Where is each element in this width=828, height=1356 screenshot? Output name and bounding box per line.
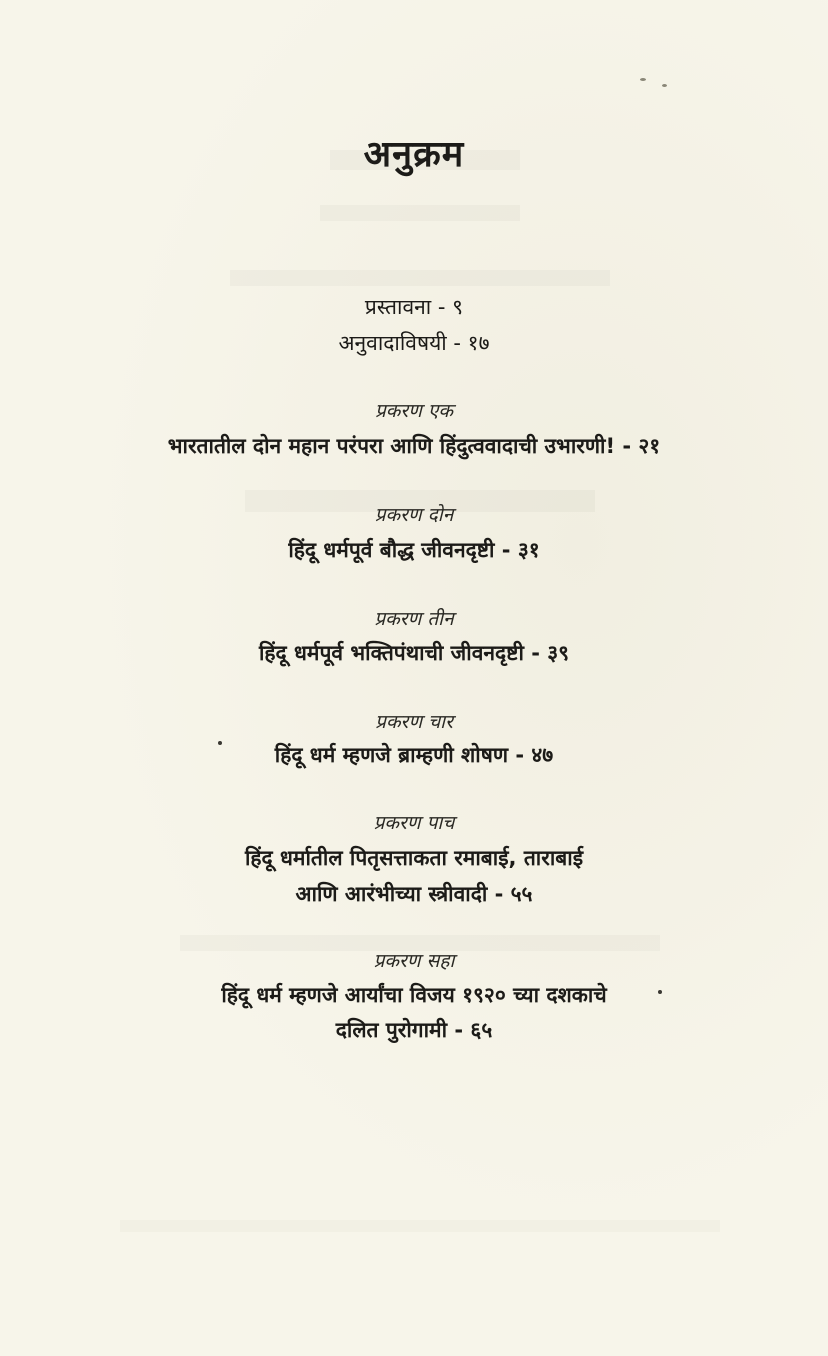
show-through-block xyxy=(230,270,610,286)
chapter-label: प्रकरण दोन xyxy=(374,504,454,526)
page-title: अनुक्रम xyxy=(363,134,465,175)
chapter-title: हिंदू धर्म म्हणजे आर्यांचा विजय १९२० च्या दशकाचे xyxy=(221,983,607,1007)
chapter-title: दलित पुरोगामी - ६५ xyxy=(335,1018,493,1042)
chapter-title: हिंदू धर्मपूर्व बौद्ध जीवनदृष्टी - ३१ xyxy=(288,538,540,562)
chapter-label: प्रकरण सहा xyxy=(373,950,455,972)
ink-speck xyxy=(662,84,667,87)
chapter-title: भारतातील दोन महान परंपरा आणि हिंदुत्ववादाची उभारणी! - २१ xyxy=(167,434,661,458)
show-through-block xyxy=(320,205,520,221)
chapter-title: आणि आरंभीच्या स्त्रीवादी - ५५ xyxy=(295,882,533,906)
chapter-label: प्रकरण पाच xyxy=(373,812,455,834)
toc-entry-preface: प्रस्तावना - ९ xyxy=(364,295,464,319)
chapter-label: प्रकरण चार xyxy=(375,711,453,733)
chapter-title: हिंदू धर्मपूर्व भक्तिपंथाची जीवनदृष्टी - ३९ xyxy=(258,641,570,665)
chapter-label: प्रकरण तीन xyxy=(374,608,454,630)
chapter-label: प्रकरण एक xyxy=(374,400,454,422)
chapter-title: हिंदू धर्मातील पितृसत्ताकता रमाबाई, ताराबाई xyxy=(244,846,584,870)
chapter-title: हिंदू धर्म म्हणजे ब्राम्हणी शोषण - ४७ xyxy=(274,743,554,767)
toc-entry-translation-note: अनुवादाविषयी - १७ xyxy=(338,331,490,355)
show-through-block xyxy=(120,1220,720,1232)
ink-speck xyxy=(640,78,646,81)
